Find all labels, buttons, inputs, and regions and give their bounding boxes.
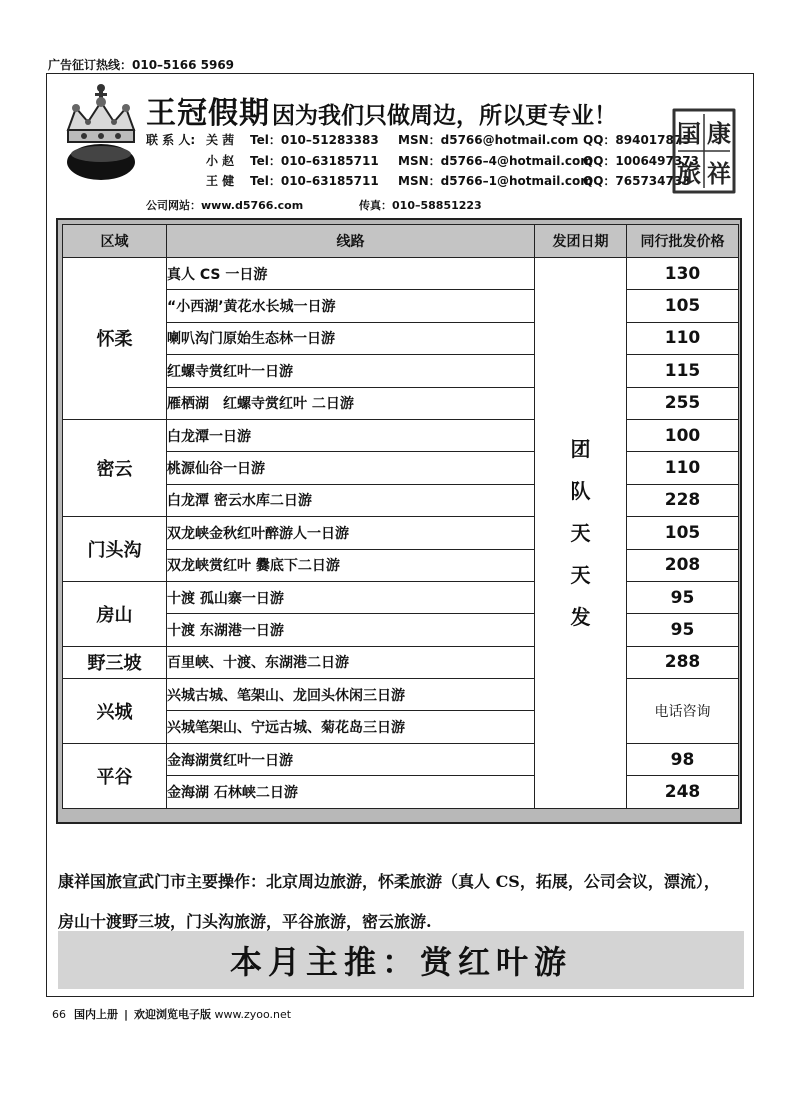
contact-label bbox=[146, 151, 206, 172]
table-row bbox=[63, 679, 739, 711]
table-row bbox=[63, 258, 739, 290]
price-cell: 95 bbox=[627, 614, 739, 646]
operations-line: 康祥国旅宣武门市主要操作：北京周边旅游，怀柔旅游（真人 CS，拓展，公司会议，漂流）， bbox=[58, 872, 720, 891]
price-cell: 255 bbox=[627, 387, 739, 419]
seal-char: 旅 bbox=[677, 159, 701, 188]
route-cell: 金海湖赏红叶一日游 bbox=[167, 743, 535, 775]
ad-hotline: 广告征订热线：010–5166 5969 bbox=[48, 58, 235, 72]
region-miyun: 密云 bbox=[63, 419, 167, 516]
price-cell-phone-inquiry: 电话咨询 bbox=[627, 679, 739, 744]
region-fangshan: 房山 bbox=[63, 581, 167, 646]
route-cell: 兴城笔架山、宁远古城、菊花岛三日游 bbox=[167, 711, 535, 743]
contact-tel: Tel：010–51283383 bbox=[250, 133, 379, 147]
departure-char: 队 bbox=[570, 478, 591, 503]
price-cell: 110 bbox=[627, 452, 739, 484]
route-cell: 白龙潭 密云水库二日游 bbox=[167, 484, 535, 516]
route-cell: 雁栖湖 红螺寺赏红叶 二日游 bbox=[167, 387, 535, 419]
contact-name: 王 健 bbox=[206, 174, 235, 188]
price-cell: 95 bbox=[627, 581, 739, 613]
brand-slogan: 因为我们只做周边，所以更专业！ bbox=[272, 103, 617, 129]
departure-char: 天 bbox=[570, 520, 591, 545]
footer-separator: | bbox=[124, 1008, 129, 1021]
book-name: 国内上册 bbox=[74, 1008, 118, 1021]
route-cell: 金海湖 石林峡二日游 bbox=[167, 776, 535, 808]
contact-qq: QQ：894017875 bbox=[583, 133, 691, 147]
route-cell: 十渡 孤山寨一日游 bbox=[167, 581, 535, 613]
kangxiang-seal-icon bbox=[668, 102, 740, 198]
price-cell: 228 bbox=[627, 484, 739, 516]
table-row bbox=[63, 517, 739, 549]
region-yesanpo: 野三坡 bbox=[63, 646, 167, 678]
price-cell: 115 bbox=[627, 355, 739, 387]
price-cell: 248 bbox=[627, 776, 739, 808]
crown-logo-icon bbox=[62, 82, 140, 186]
table-row bbox=[63, 646, 739, 678]
price-cell: 130 bbox=[627, 258, 739, 290]
welcome-text: 欢迎浏览电子版 bbox=[134, 1008, 212, 1021]
route-cell: “小西湖’黄花水长城一日游 bbox=[167, 290, 535, 322]
contact-qq: QQ：765734733 bbox=[583, 174, 691, 188]
company-fax: 传真：010–58851223 bbox=[359, 199, 482, 212]
route-cell: 桃源仙谷一日游 bbox=[167, 452, 535, 484]
route-cell: 双龙峡金秋红叶醉游人一日游 bbox=[167, 517, 535, 549]
departure-char: 团 bbox=[570, 436, 591, 461]
table-row bbox=[63, 419, 739, 451]
operations-line: 房山十渡野三坡，门头沟旅游，平谷旅游，密云旅游. bbox=[58, 912, 432, 931]
departure-char: 天 bbox=[570, 562, 591, 587]
region-xingcheng: 兴城 bbox=[63, 679, 167, 744]
contact-row bbox=[146, 130, 699, 151]
route-table-wrapper bbox=[56, 218, 742, 824]
footer-site: www.zyoo.net bbox=[214, 1008, 292, 1021]
website-fax-row bbox=[146, 197, 482, 213]
route-cell: 红螺寺赏红叶一日游 bbox=[167, 355, 535, 387]
contact-block bbox=[146, 130, 699, 192]
price-cell: 105 bbox=[627, 517, 739, 549]
route-cell: 喇叭沟门原始生态林一日游 bbox=[167, 322, 535, 354]
price-cell: 110 bbox=[627, 322, 739, 354]
contact-msn: MSN：d5766–4@hotmail.com bbox=[398, 153, 593, 168]
departure-cell bbox=[535, 258, 627, 809]
contact-msn: MSN：d5766@hotmail.com bbox=[398, 133, 579, 147]
route-cell: 双龙峡赏红叶 爨底下二日游 bbox=[167, 549, 535, 581]
contact-tel: Tel：010–63185711 bbox=[250, 174, 379, 188]
table-row bbox=[63, 743, 739, 775]
region-huairou: 怀柔 bbox=[63, 258, 167, 420]
seal-char: 国 bbox=[677, 119, 701, 148]
price-cell: 105 bbox=[627, 290, 739, 322]
departure-char: 发 bbox=[570, 604, 591, 629]
price-cell: 288 bbox=[627, 646, 739, 678]
contact-label: 联 系 人: bbox=[146, 133, 196, 147]
contact-row bbox=[146, 171, 699, 192]
table-header-row bbox=[63, 225, 739, 258]
page-footer bbox=[52, 1006, 291, 1022]
operations-text bbox=[58, 862, 748, 942]
route-cell: 真人 CS 一日游 bbox=[167, 258, 535, 290]
contact-tel: Tel：010–63185711 bbox=[250, 153, 379, 168]
seal-char: 祥 bbox=[707, 159, 731, 188]
route-cell: 百里峡、十渡、东湖港二日游 bbox=[167, 646, 535, 678]
contact-msn: MSN：d5766–1@hotmail.com bbox=[398, 174, 593, 188]
brand-header bbox=[146, 88, 617, 132]
page-number: 66 bbox=[52, 1008, 66, 1021]
contact-qq: QQ：1006497373 bbox=[583, 153, 699, 168]
route-price-table bbox=[62, 224, 739, 809]
contact-name: 小 赵 bbox=[206, 153, 235, 168]
monthly-feature-banner: 本月主推：赏红叶游 bbox=[58, 931, 744, 989]
contact-row bbox=[146, 151, 699, 172]
header-departure: 发团日期 bbox=[535, 225, 627, 258]
contact-label bbox=[146, 171, 206, 192]
price-cell: 98 bbox=[627, 743, 739, 775]
price-cell: 208 bbox=[627, 549, 739, 581]
contact-name: 关 茜 bbox=[206, 133, 235, 147]
region-mentougou: 门头沟 bbox=[63, 517, 167, 582]
route-cell: 十渡 东湖港一日游 bbox=[167, 614, 535, 646]
route-cell: 白龙潭一日游 bbox=[167, 419, 535, 451]
header-price: 同行批发价格 bbox=[627, 225, 739, 258]
company-website: 公司网站：www.d5766.com bbox=[146, 199, 304, 212]
region-pinggu: 平谷 bbox=[63, 743, 167, 808]
table-row bbox=[63, 581, 739, 613]
brand-name: 王冠假期 bbox=[146, 96, 270, 131]
header-region: 区域 bbox=[63, 225, 167, 258]
header-route: 线路 bbox=[167, 225, 535, 258]
seal-char: 康 bbox=[707, 119, 731, 148]
route-cell: 兴城古城、笔架山、龙回头休闲三日游 bbox=[167, 679, 535, 711]
price-cell: 100 bbox=[627, 419, 739, 451]
